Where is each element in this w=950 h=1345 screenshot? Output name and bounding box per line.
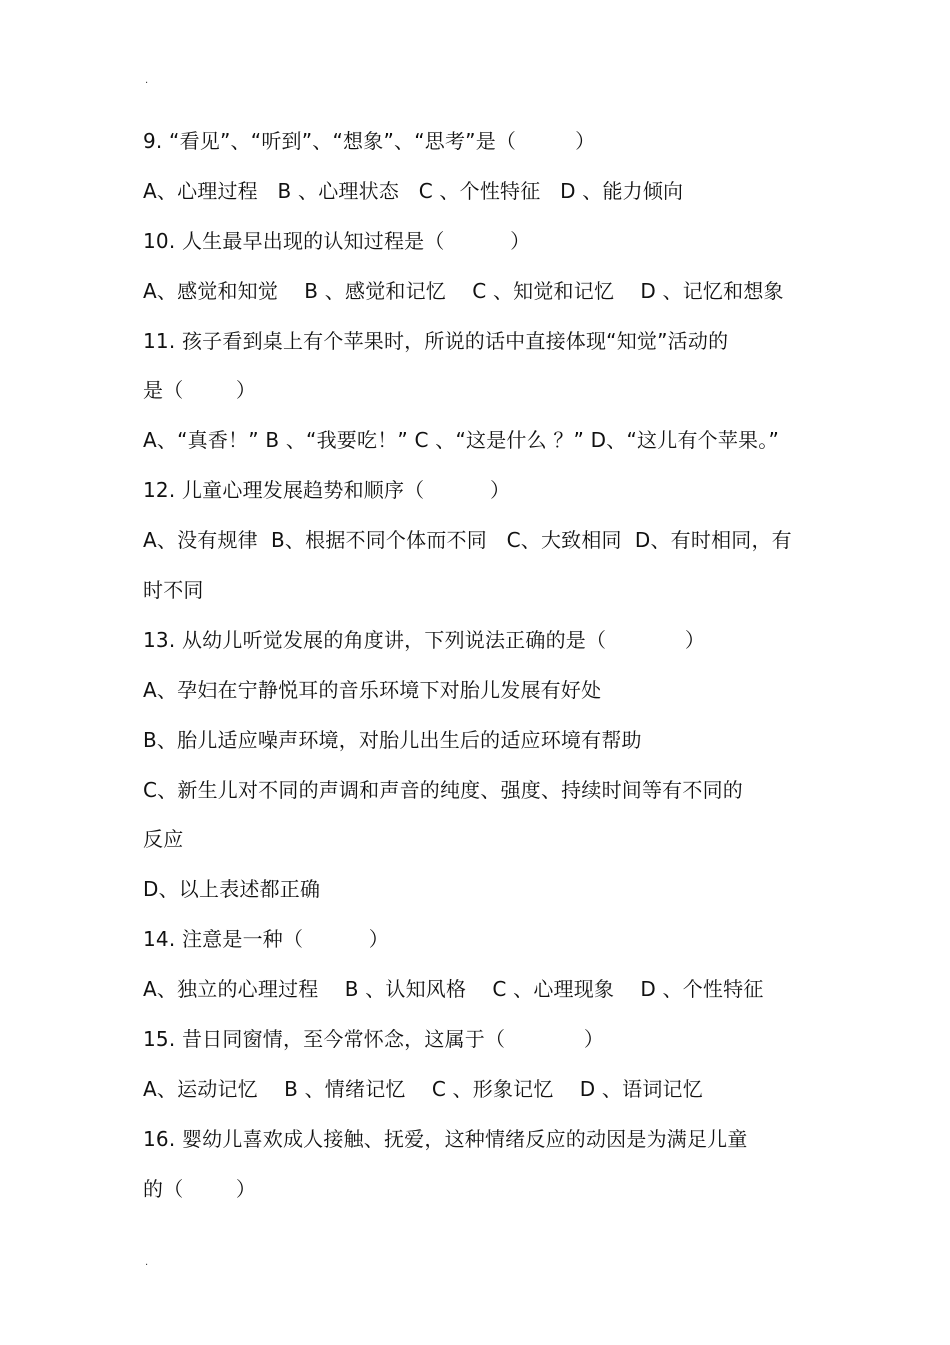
question-16-continued: 的（ ） [143,1176,257,1201]
question-12-options-continued: 时不同 [143,578,204,603]
question-13-option-b: B、胎儿适应噪声环境，对胎儿出生后的适应环境有帮助 [143,727,642,752]
question-11-continued: 是（ ） [143,378,257,403]
question-10: 10. 人生最早出现的认知过程是（ ） [143,228,531,253]
question-12-options: A、没有规律 B、根据不同个体而不同 C、大致相同 D、有时相同，有 [143,528,792,553]
question-16: 16. 婴幼儿喜欢成人接触、抚爱，这种情绪反应的动因是为满足儿童 [143,1126,748,1151]
question-14-options: A、独立的心理过程 B 、认知风格 C 、心理现象 D 、个性特征 [143,977,764,1002]
footer-dot: . [145,1257,149,1268]
question-13-option-c: C、新生儿对不同的声调和声音的纯度、强度、持续时间等有不同的 [143,777,743,802]
question-9: 9. “看见”、“听到”、“想象”、“思考”是（ ） [143,129,596,153]
question-11-options: A、“真香！” B 、“我要吃！” C 、“这是什么 ？” D、“这儿有个苹果。” [143,428,780,453]
question-13: 13. 从幼儿听觉发展的角度讲，下列说法正确的是（ ） [143,627,706,652]
question-11: 11. 孩子看到桌上有个苹果时，所说的话中直接体现“知觉”活动的 [143,328,729,353]
question-15: 15. 昔日同窗情，至今常怀念，这属于（ ） [143,1027,605,1052]
header-dot: . [145,75,149,86]
question-13-option-a: A、孕妇在宁静悦耳的音乐环境下对胎儿发展有好处 [143,677,602,702]
question-13-option-c-continued: 反应 [143,827,184,852]
question-12: 12. 儿童心理发展趋势和顺序（ ） [143,478,511,503]
question-13-option-d: D、以上表述都正确 [143,877,321,902]
question-14: 14. 注意是一种（ ） [143,927,389,952]
question-10-options: A、感觉和知觉 B 、感觉和记忆 C 、知觉和记忆 D 、记忆和想象 [143,278,784,303]
question-15-options: A、运动记忆 B 、情绪记忆 C 、形象记忆 D 、语词记忆 [143,1076,703,1101]
question-9-options: A、心理过程 B 、心理状态 C 、个性特征 D 、能力倾向 [143,178,684,203]
question-list [143,117,843,1215]
